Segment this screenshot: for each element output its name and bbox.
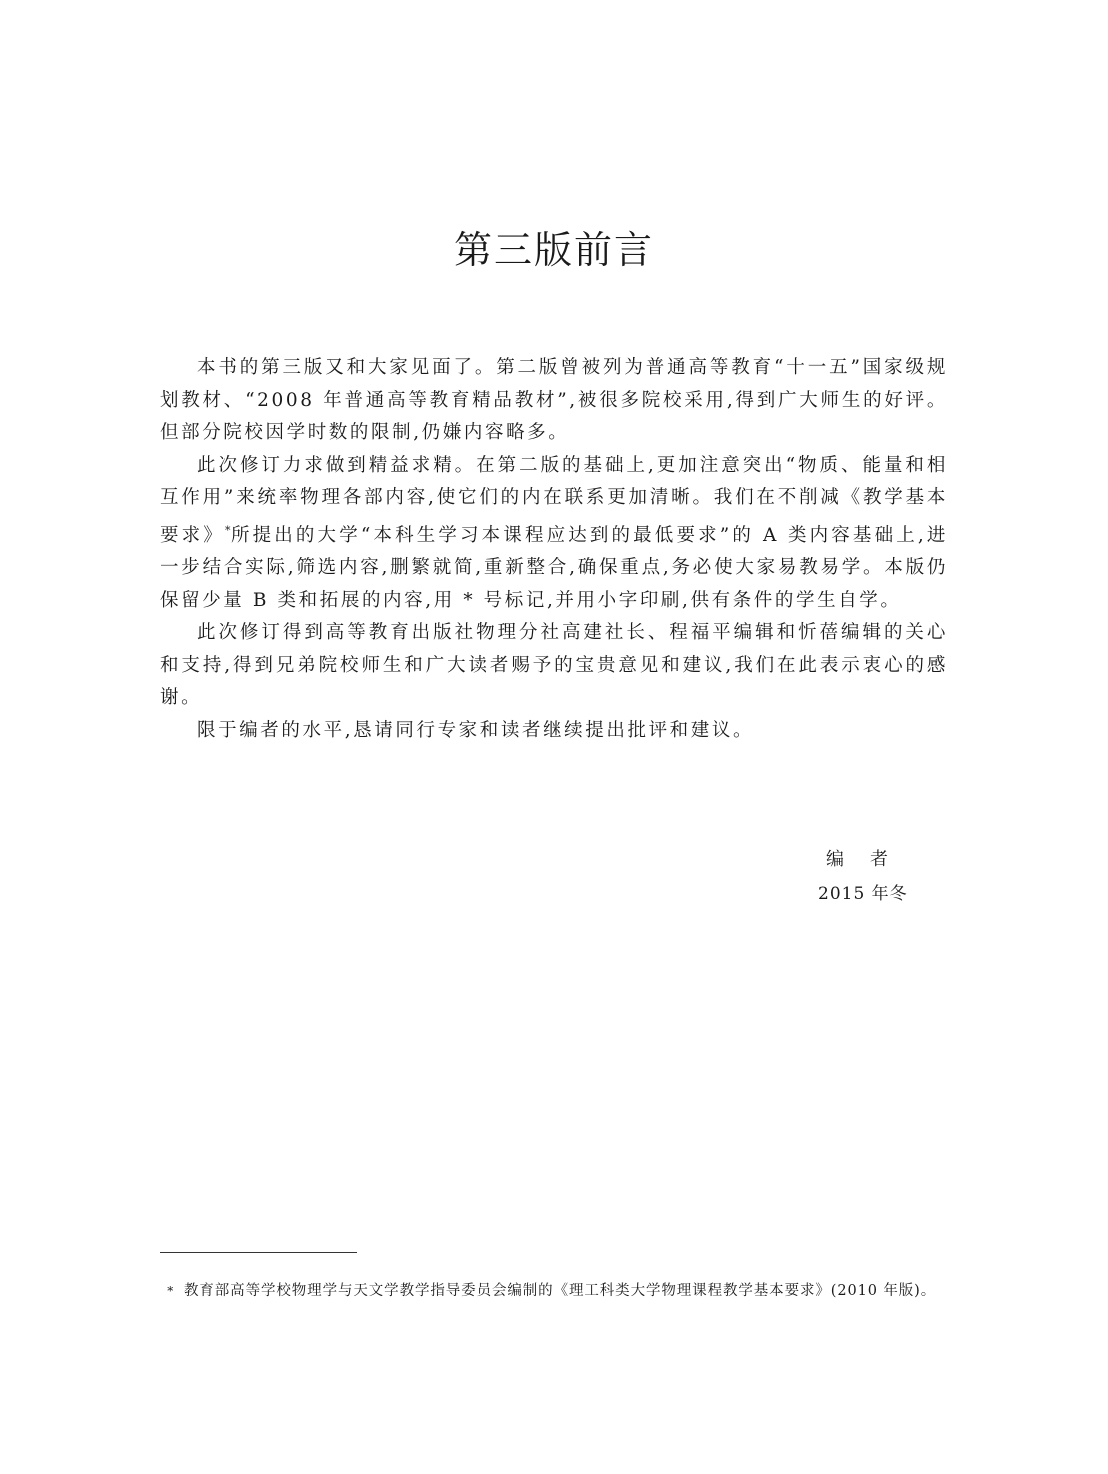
paragraph-3: 此次修订得到高等教育出版社物理分社高建社长、程福平编辑和忻蓓编辑的关心和支持,得到兄弟院校师生和广大读者赐予的宝贵意见和建议,我们在此表示衷心的感谢。: [160, 622, 948, 709]
footnote-reference: *: [224, 523, 231, 537]
footnote-text: 教育部高等学校物理学与天文学教学指导委员会编制的《理工科类大学物理课程教学基本要求》(2010 年版)。: [183, 1283, 937, 1299]
footnote: [160, 1278, 950, 1304]
footnote-divider: [160, 1252, 357, 1253]
footnote-mark: *: [167, 1284, 175, 1298]
paragraph-2-rest: 所提出的大学“本科生学习本课程应达到的最低要求”的 A 类内容基础上,进一步结合实际,筛选内容,删繁就简,重新整合,确保重点,务必使大家易教易学。本版仍保留少量 B 类和拓展的内容,用 * 号标记,并用小字印刷,供有条件的学生自学。: [160, 524, 948, 611]
page-title: 第三版前言: [453, 228, 654, 272]
signature-date: 2015 年冬: [818, 884, 908, 904]
signature-name: 编者: [826, 849, 914, 870]
paragraph-2: [160, 450, 948, 618]
preface-body: [160, 352, 948, 747]
paragraph-2-start: 此次修订力求做到精益求精。在第二版的基础上,更加注意突出“物质、能量和相互作用”来统率物理各部内容,使它们的内在联系更加清晰。我们在不削减《教学基本要求》: [160, 454, 948, 546]
paragraph-1: 本书的第三版又和大家见面了。第二版曾被列为普通高等教育“十一五”国家级规划教材、“2008 年普通高等教育精品教材”,被很多院校采用,得到广大师生的好评。但部分院校因学时数的限制,仍嫌内容略多。: [160, 357, 948, 443]
paragraph-4: 限于编者的水平,恳请同行专家和读者继续提出批评和建议。: [197, 719, 755, 741]
